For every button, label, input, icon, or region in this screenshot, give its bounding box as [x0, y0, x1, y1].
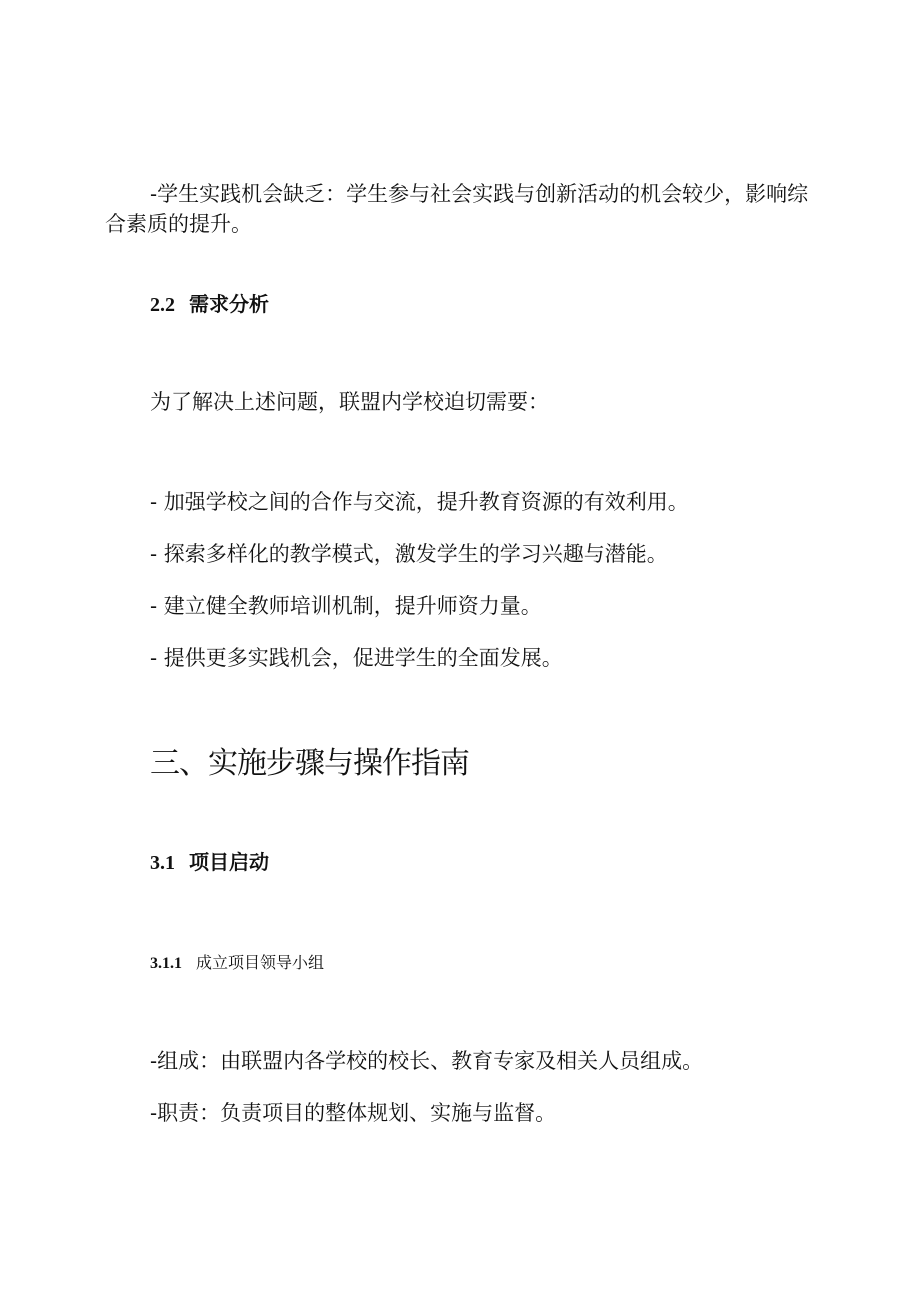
section-title: 项目启动: [189, 850, 269, 874]
section-heading-3-1: [150, 846, 269, 875]
section-title: 需求分析: [189, 292, 269, 316]
subsection-heading-3-1-1: [150, 950, 324, 973]
list-item: - 探索多样化的教学模式，激发学生的学习兴趣与潜能。: [150, 542, 668, 566]
intro-paragraph: -学生实践机会缺乏：学生参与社会实践与创新活动的机会较少，影响综合素质的提升。: [105, 182, 809, 236]
list-item: - 提供更多实践机会，促进学生的全面发展。: [150, 646, 563, 670]
list-item: - 建立健全教师培训机制，提升师资力量。: [150, 594, 542, 618]
list-item: -组成：由联盟内各学校的校长、教育专家及相关人员组成。: [150, 1049, 704, 1073]
list-item: - 加强学校之间的合作与交流，提升教育资源的有效利用。: [150, 490, 689, 514]
subsection-title: 成立项目领导小组: [196, 953, 325, 972]
section-number: 3.1: [150, 852, 175, 874]
needs-intro: 为了解决上述问题，联盟内学校迫切需要：: [150, 390, 549, 414]
chapter-heading-3: 三、实施步骤与操作指南: [150, 746, 469, 781]
list-item: -职责：负责项目的整体规划、实施与监督。: [150, 1101, 557, 1125]
section-heading-2-2: [150, 288, 269, 317]
section-number: 2.2: [150, 294, 175, 316]
subsection-number: 3.1.1: [150, 955, 182, 972]
